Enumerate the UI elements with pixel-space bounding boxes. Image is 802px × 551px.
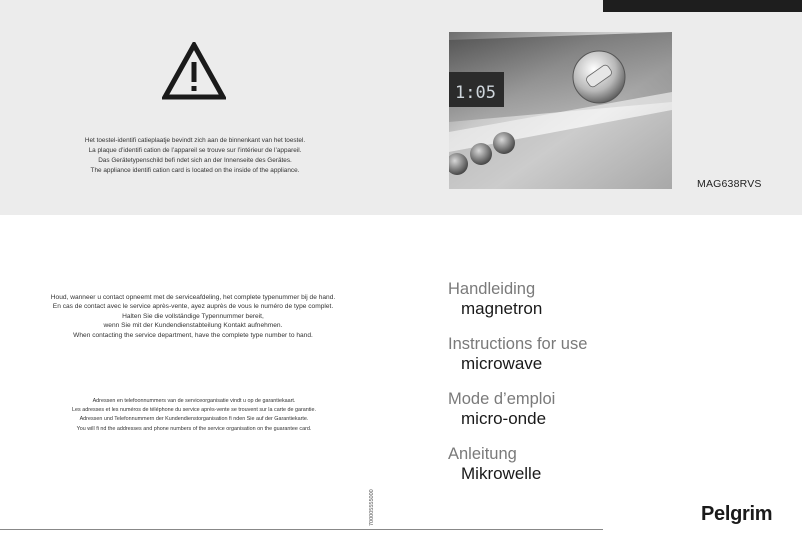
id-plate-line-fr: La plaque d’identifi cation de l’appareil se trouve sur l’intérieur de l’appareil. [88,147,302,154]
document-number: 700005555000 [369,489,375,526]
top-black-bar [603,0,802,12]
model-number: MAG638RVS [697,178,762,190]
title-de-subject: Mikrowelle [461,464,542,483]
title-nl-subject: magnetron [461,299,543,318]
title-nl [448,280,648,318]
title-en-subject: microwave [461,354,543,373]
id-plate-line-de: Das Gerätetypenschild befi ndet sich an der Innenseite des Gerätes. [98,157,292,164]
display-readout: 1:05 [455,83,496,103]
top-band [0,0,802,215]
warning-triangle-icon [162,42,226,100]
title-en-heading: Instructions for use [448,335,588,353]
id-plate-notice [45,136,345,176]
title-en [448,335,648,373]
title-de-heading: Anleitung [448,445,517,463]
contact-line-de-1: Halten Sie die vollständige Typennummer bereit, [122,312,264,320]
title-fr-heading: Mode d’emploi [448,390,556,408]
contact-notice [20,293,366,340]
contact-line-de-2: wenn Sie mit der Kundendienstabteilung Kontakt aufnehmen. [103,322,283,330]
brand-logo: Pelgrim [701,503,773,525]
title-de [448,445,648,483]
contact-line-nl: Houd, wanneer u contact opneemt met de serviceafdeling, het complete typenummer bij de hand. [50,294,336,301]
contact-line-en: When contacting the service department, have the complete type number to hand. [73,331,313,339]
title-nl-heading: Handleiding [448,280,536,298]
address-line-fr: Les adresses et les numéros de téléphone du service après-vente se trouvent sur la carte de garantie. [72,407,316,414]
address-line-de: Adressen und Telefonnummern der Kundendienstorganisation fi nden Sie auf der Garantiekarte. [79,416,309,423]
contact-line-fr: En cas de contact avec le service après-vente, ayez auprès de vous le numéro de type complet. [52,303,334,311]
address-line-nl: Adressen en telefoonnummers van de serviceorganisatie vindt u op de garantiekaart. [92,398,296,404]
address-line-en: You will fi nd the addresses and phone numbers of the service organisation on the guarantee card. [76,425,312,432]
title-fr [448,390,648,428]
address-notice [35,397,353,434]
bottom-rule [0,529,603,530]
id-plate-line-nl: Het toestel-identifi catieplaatje bevindt zich aan de binnenkant van het toestel. [84,137,306,144]
product-photo [449,32,672,189]
title-fr-subject: micro-onde [461,409,547,428]
id-plate-line-en: The appliance identifi cation card is located on the inside of the appliance. [90,167,300,174]
